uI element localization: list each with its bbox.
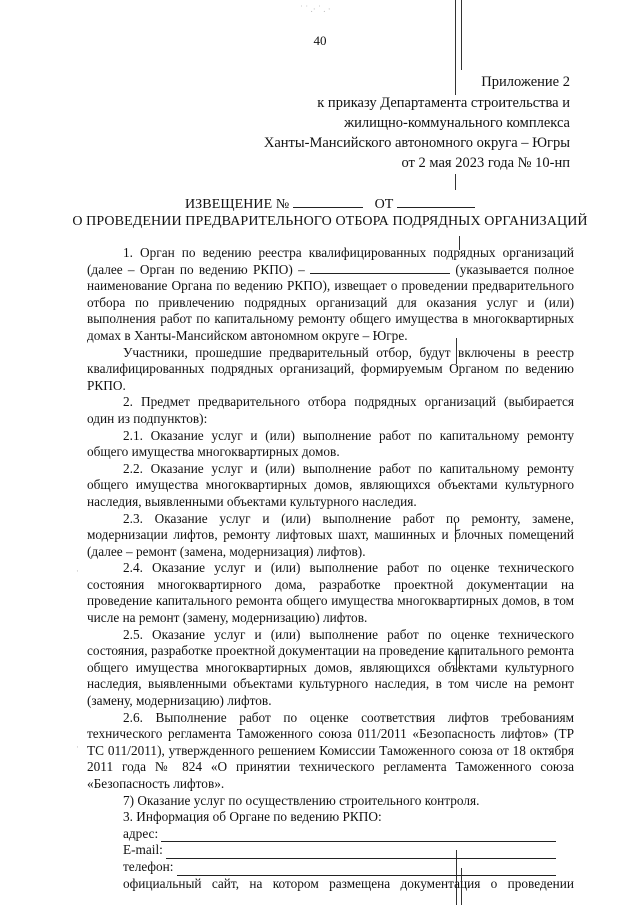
- paragraph-1-end: (указывается полное наименование Органа по ведению РКПО), извещает о проведении предварительного отбора по привлечению подрядных организаций для оказания услуг и (или) выполнения работ по капитальному ремонту общего имущества в многоквартирных домах в Ханты-Мансийском автономном округе – Югре.: [87, 261, 574, 343]
- page-number: 40: [313, 33, 327, 48]
- email-field: [87, 842, 574, 859]
- paragraph-3-info: 3. Информация об Органе по ведению РКПО:: [123, 809, 382, 825]
- paragraph-2-1: 2.1. Оказание услуг и (или) выполнение работ по капитальному ремонту общего имущества многоквартирных домов.: [87, 427, 574, 460]
- scan-noise: ·: [76, 566, 79, 576]
- address-blank: [161, 829, 556, 842]
- phone-blank: [177, 863, 557, 876]
- notice-date-blank: [397, 197, 475, 208]
- notice-number-label: ИЗВЕЩЕНИЕ №: [184, 197, 290, 212]
- appendix-header: [264, 72, 570, 173]
- appendix-line: жилищно-коммунального комплекса: [344, 115, 570, 131]
- paragraph-2-3: 2.3. Оказание услуг и (или) выполнение работ по ремонту, замене, модернизации лифтов, ремонту лифтовых шахт, машинных и блочных помещений (далее – ремонт (замена, модернизация) лифтов).: [87, 510, 574, 559]
- phone-label: телефон:: [123, 858, 174, 874]
- appendix-line: от 2 мая 2023 года № 10-нп: [401, 155, 570, 171]
- paragraph-2-2: 2.2. Оказание услуг и (или) выполнение работ по капитальному ремонту общего имущества многоквартирных домов, являющихся объектами культурного наследия, выявленными объектами культурного наследия.: [87, 460, 574, 509]
- appendix-line: Приложение 2: [481, 74, 570, 90]
- phone-field: [87, 859, 574, 876]
- paragraph-2-4: 2.4. Оказание услуг и (или) выполнение работ по оценке технического состояния многоквартирного дома, разработке проектной документации на проведение капитального ремонта общего имущества многоквартирных домов, в том числе на ремонт (замену, модернизацию) лифтов.: [87, 560, 574, 626]
- website-line: официальный сайт, на котором размещена документация о проведении: [123, 875, 574, 891]
- paragraph-7: 7) Оказание услуг по осуществлению строительного контроля.: [123, 792, 480, 808]
- email-blank: [166, 846, 556, 859]
- address-field: [87, 826, 574, 843]
- notice-date-label: ОТ: [374, 197, 394, 212]
- paragraph-2: Участники, прошедшие предварительный отбор, будут включены в реестр квалифицированных подрядных организаций, формируемым Органом по ведению РКПО.: [87, 344, 574, 393]
- organ-name-blank: [310, 262, 450, 274]
- paragraph-2-6: 2.6. Выполнение работ по оценке соответствия лифтов требованиям технического регламента Таможенного союза 011/2011 «Безопасность лифтов» (ТР ТС 011/2011), утвержденного решением Комиссии Таможенного союза от 18 октября 2011 года № 824 «О принятии технического регламента Таможенного союза «Безопасность лифтов».: [87, 709, 574, 791]
- address-label: адрес:: [123, 825, 159, 841]
- paragraph-1: [87, 245, 574, 345]
- appendix-line: Ханты-Мансийского автономного округа – Югры: [263, 135, 570, 151]
- scan-line: [455, 174, 456, 190]
- paragraph-1-start: 1. Орган по ведению реестра квалифицированных подрядных организаций (далее – Орган по ведению РКПО) –: [87, 245, 574, 277]
- appendix-line: к приказу Департамента строительства и: [317, 95, 570, 111]
- notice-body: [87, 245, 574, 892]
- notice-title: [0, 196, 640, 230]
- notice-title-line1: [0, 196, 640, 213]
- scan-noise: ·: [76, 742, 79, 752]
- paragraph-3: 2. Предмет предварительного отбора подрядных организаций (выбирается один из подпунктов):: [87, 394, 574, 426]
- notice-title-line2: О ПРОВЕДЕНИИ ПРЕДВАРИТЕЛЬНОГО ОТБОРА ПОДРЯДНЫХ ОРГАНИЗАЦИЙ: [72, 214, 588, 229]
- paragraph-2-5: 2.5. Оказание услуг и (или) выполнение работ по оценке технического состояния, разработке проектной документации на проведение капитального ремонта общего имущества многоквартирных домов, являющихся объектами культурного наследия, выявленными объектами культурного наследия, в том числе на ремонт (замену, модернизацию) лифтов.: [87, 626, 574, 709]
- scan-noise: ˙ ˙ .· ˙ . ·: [300, 4, 331, 14]
- notice-number-blank: [293, 197, 363, 208]
- email-label: E-mail:: [123, 842, 163, 858]
